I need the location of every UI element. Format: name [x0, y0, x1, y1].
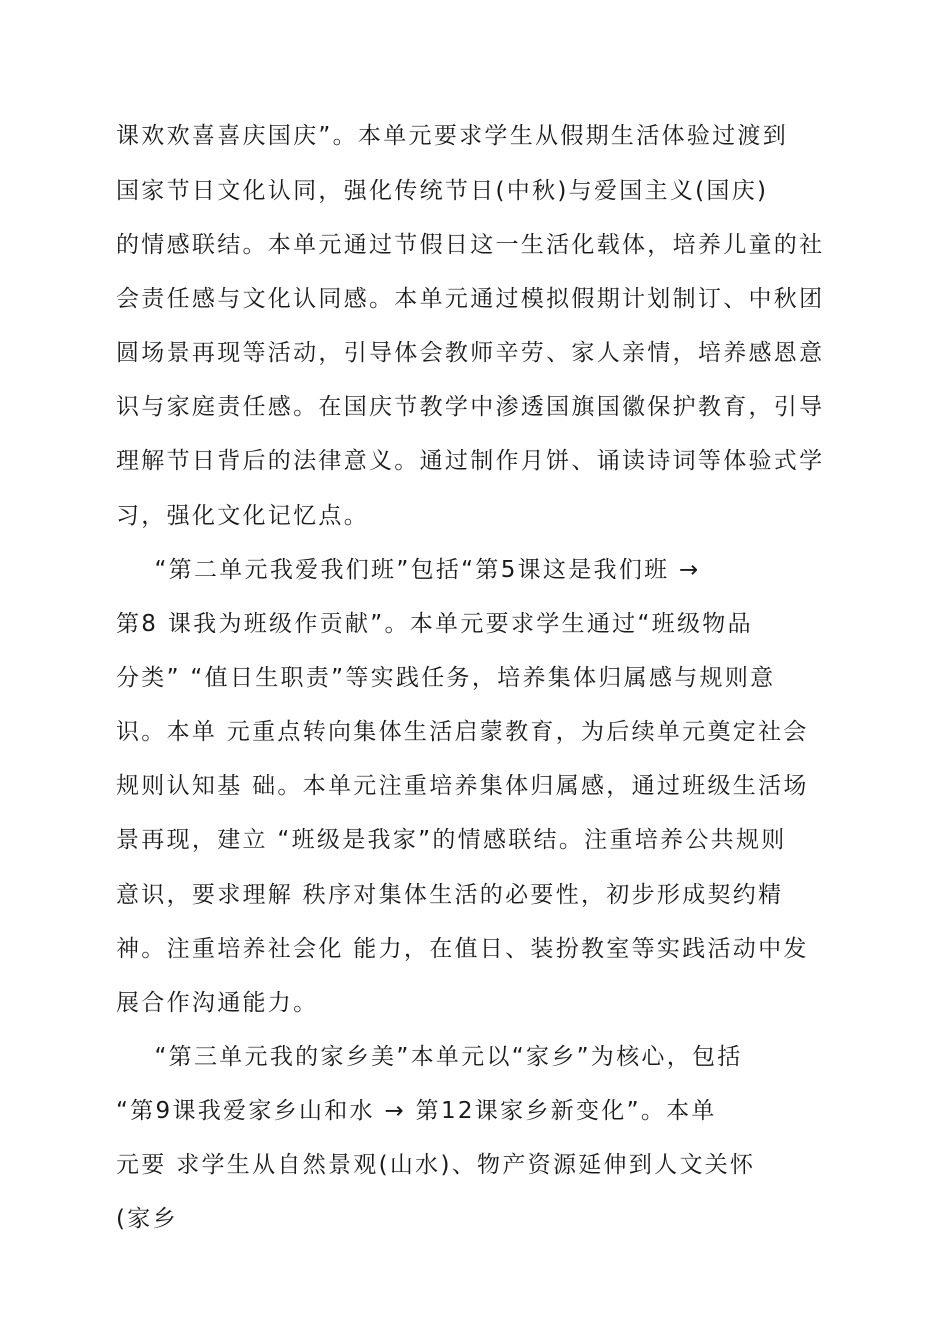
text-line: 理解节日背后的法律意义。通过制作月饼、诵读诗词等体验式学: [116, 448, 825, 474]
text-line: 分类” “值日生职责”等实践任务，培养集体归属感与规则意: [116, 665, 776, 691]
text-line: 课欢欢喜喜庆国庆”。本单元要求学生从假期生活体验过渡到: [116, 123, 789, 149]
text-line: 意识，要求理解 秩序对集体生活的必要性，初步形成契约精: [116, 882, 784, 908]
text-line: 识。本单 元重点转向集体生活启蒙教育，为后续单元奠定社会: [116, 719, 809, 745]
text-line: 神。注重培养社会化 能力，在值日、装扮教室等实践活动中发: [116, 936, 809, 962]
text-line: 会责任感与文化认同感。本单元通过模拟假期计划制订、中秋团: [116, 286, 825, 312]
paragraph-first-line: “第三单元我的家乡美”本单元以“家乡”为核心，包括: [116, 1044, 743, 1070]
text-line: 第8 课我为班级作贡献”。本单元要求学生通过“班级物品: [116, 611, 753, 637]
text-line: 国家节日文化认同，强化传统节日(中秋)与爱国主义(国庆): [116, 178, 769, 204]
text-line: (家乡: [116, 1206, 178, 1232]
text-line: 习，强化文化记忆点。: [116, 503, 369, 529]
text-line: 展合作沟通能力。: [116, 990, 319, 1016]
text-line: 规则认知基 础。本单元注重培养集体归属感，通过班级生活场: [116, 773, 809, 799]
text-line: “第9课我爱家乡山和水 → 第12课家乡新变化”。本单: [116, 1098, 717, 1124]
text-line: 元要 求学生从自然景观(山水)、物产资源延伸到人文关怀: [116, 1152, 756, 1178]
text-line: 识与家庭责任感。在国庆节教学中渗透国旗国徽保护教育，引导: [116, 394, 825, 420]
text-line: 的情感联结。本单元通过节假日这一生活化载体，培养儿童的社: [116, 232, 825, 258]
paragraph-first-line: “第二单元我爱我们班”包括“第5课这是我们班 →: [116, 557, 701, 583]
text-line: 圆场景再现等活动，引导体会教师辛劳、家人亲情，培养感恩意: [116, 340, 825, 366]
text-line: 景再现，建立 “班级是我家”的情感联结。注重培养公共规则: [116, 827, 787, 853]
